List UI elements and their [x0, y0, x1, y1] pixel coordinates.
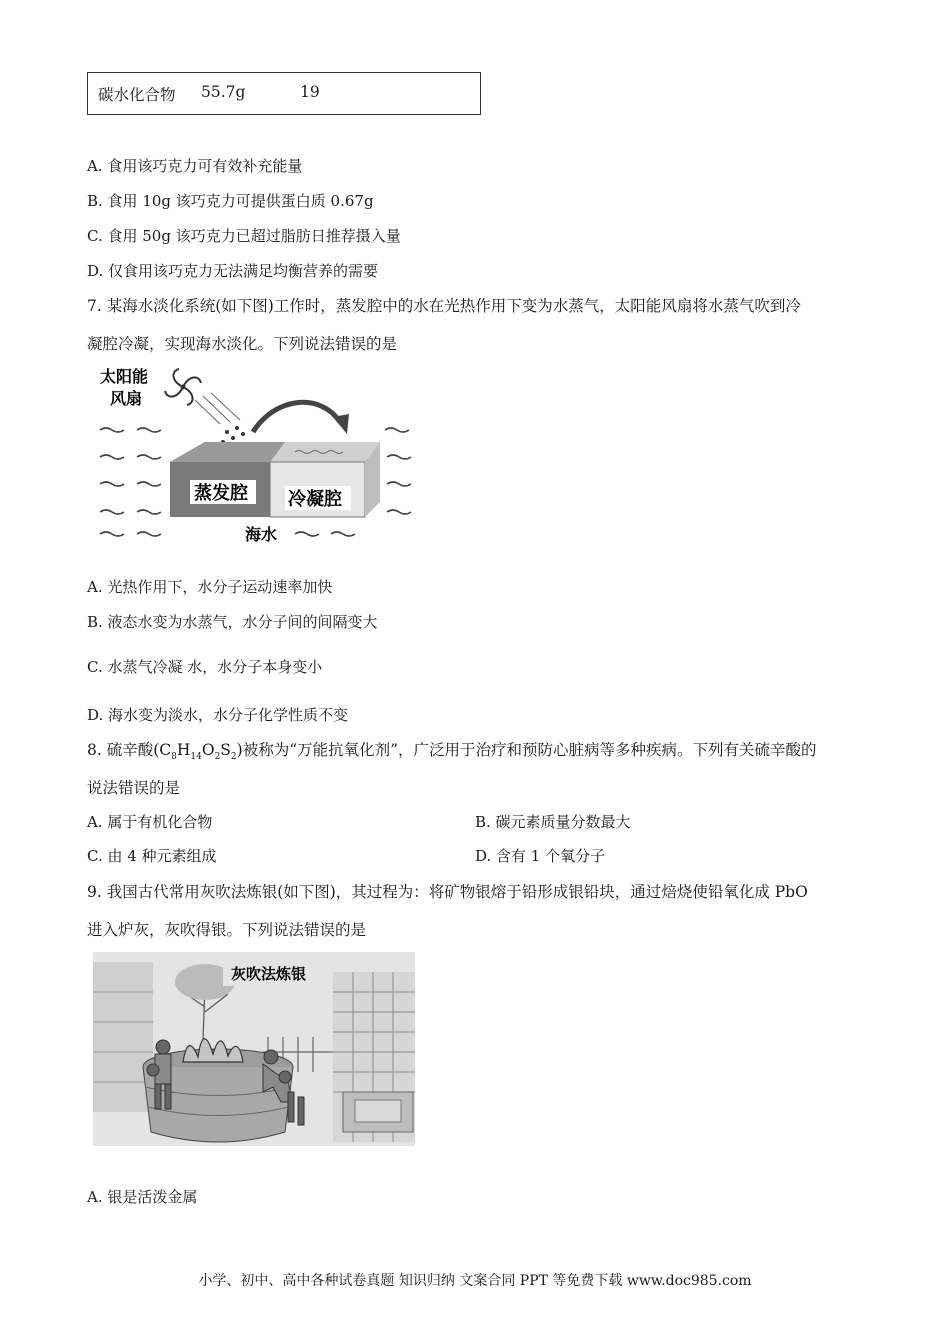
- condensation-chamber-label: 冷凝腔: [288, 489, 342, 510]
- ash-blowing-silver-figure: [93, 952, 415, 1146]
- q7-stem-line1: 7. 某海水淡化系统(如下图)工作时，蒸发腔中的水在光热作用下变为水蒸气，太阳能风扇将水蒸气吹到冷: [87, 297, 801, 315]
- q9-stem-line2: 进入炉灰，灰吹得银。下列说法错误的是: [87, 921, 367, 939]
- fan-label-line1: 太阳能: [100, 367, 149, 386]
- q8-stem-line1: 8. 硫辛酸$(C_8H_{14}O_2S_2)$被称为“万能抗氧化剂”，广泛用于治疗和预防心脏病等多种疾病。下列有关硫辛酸的: [87, 741, 817, 763]
- q8-stem-line2: 说法错误的是: [87, 779, 181, 797]
- q7-option-a: A. 光热作用下，水分子运动速率加快: [87, 578, 333, 596]
- q8-option-d: D. 含有 1 个氧分子: [475, 847, 606, 865]
- q6-option-d: D. 仅食用该巧克力无法满足均衡营养的需要: [87, 262, 379, 280]
- table-cell-name: 碳水化合物: [98, 86, 176, 104]
- desalination-figure: [95, 362, 425, 547]
- q7-stem-line2: 凝腔冷凝，实现海水淡化。下列说法错误的是: [87, 335, 398, 353]
- q7-option-c: C. 水蒸气冷凝 水，水分子本身变小: [87, 658, 323, 676]
- page-footer: 小学、初中、高中各种试卷真题 知识归纳 文案合同 PPT 等免费下载 www.doc985.com: [198, 1273, 752, 1289]
- fan-label-line2: 风扇: [110, 389, 143, 408]
- solar-fan-icon: [165, 369, 201, 405]
- q8-option-b: B. 碳元素质量分数最大: [475, 813, 631, 831]
- table-cell-nrv: 19: [300, 83, 320, 101]
- q7-option-d: D. 海水变为淡水，水分子化学性质不变: [87, 706, 349, 724]
- q9-option-a: A. 银是活泼金属: [87, 1188, 198, 1206]
- q7-option-b: B. 液态水变为水蒸气，水分子间的间隔变大: [87, 613, 378, 631]
- q8-option-c: C. 由 4 种元素组成: [87, 847, 217, 865]
- seawater-label: 海水: [245, 525, 278, 544]
- q6-option-c: C. 食用 50g 该巧克力已超过脂肪日推荐摄入量: [87, 227, 401, 245]
- q6-option-a: A. 食用该巧克力可有效补充能量: [87, 157, 303, 175]
- evaporation-chamber-label: 蒸发腔: [194, 483, 248, 504]
- table-cell-amount: 55.7g: [201, 83, 246, 101]
- nutrition-table-row: [87, 72, 481, 115]
- q6-option-b: B. 食用 10g 该巧克力可提供蛋白质 0.67g: [87, 192, 374, 210]
- figure-title: 灰吹法炼银: [231, 965, 307, 983]
- q9-stem-line1: 9. 我国古代常用灰吹法炼银(如下图)，其过程为：将矿物银熔于铅形成银铅块，通过焙烧使铅氧化成 PbO: [87, 883, 808, 901]
- q8-option-a: A. 属于有机化合物: [87, 813, 213, 831]
